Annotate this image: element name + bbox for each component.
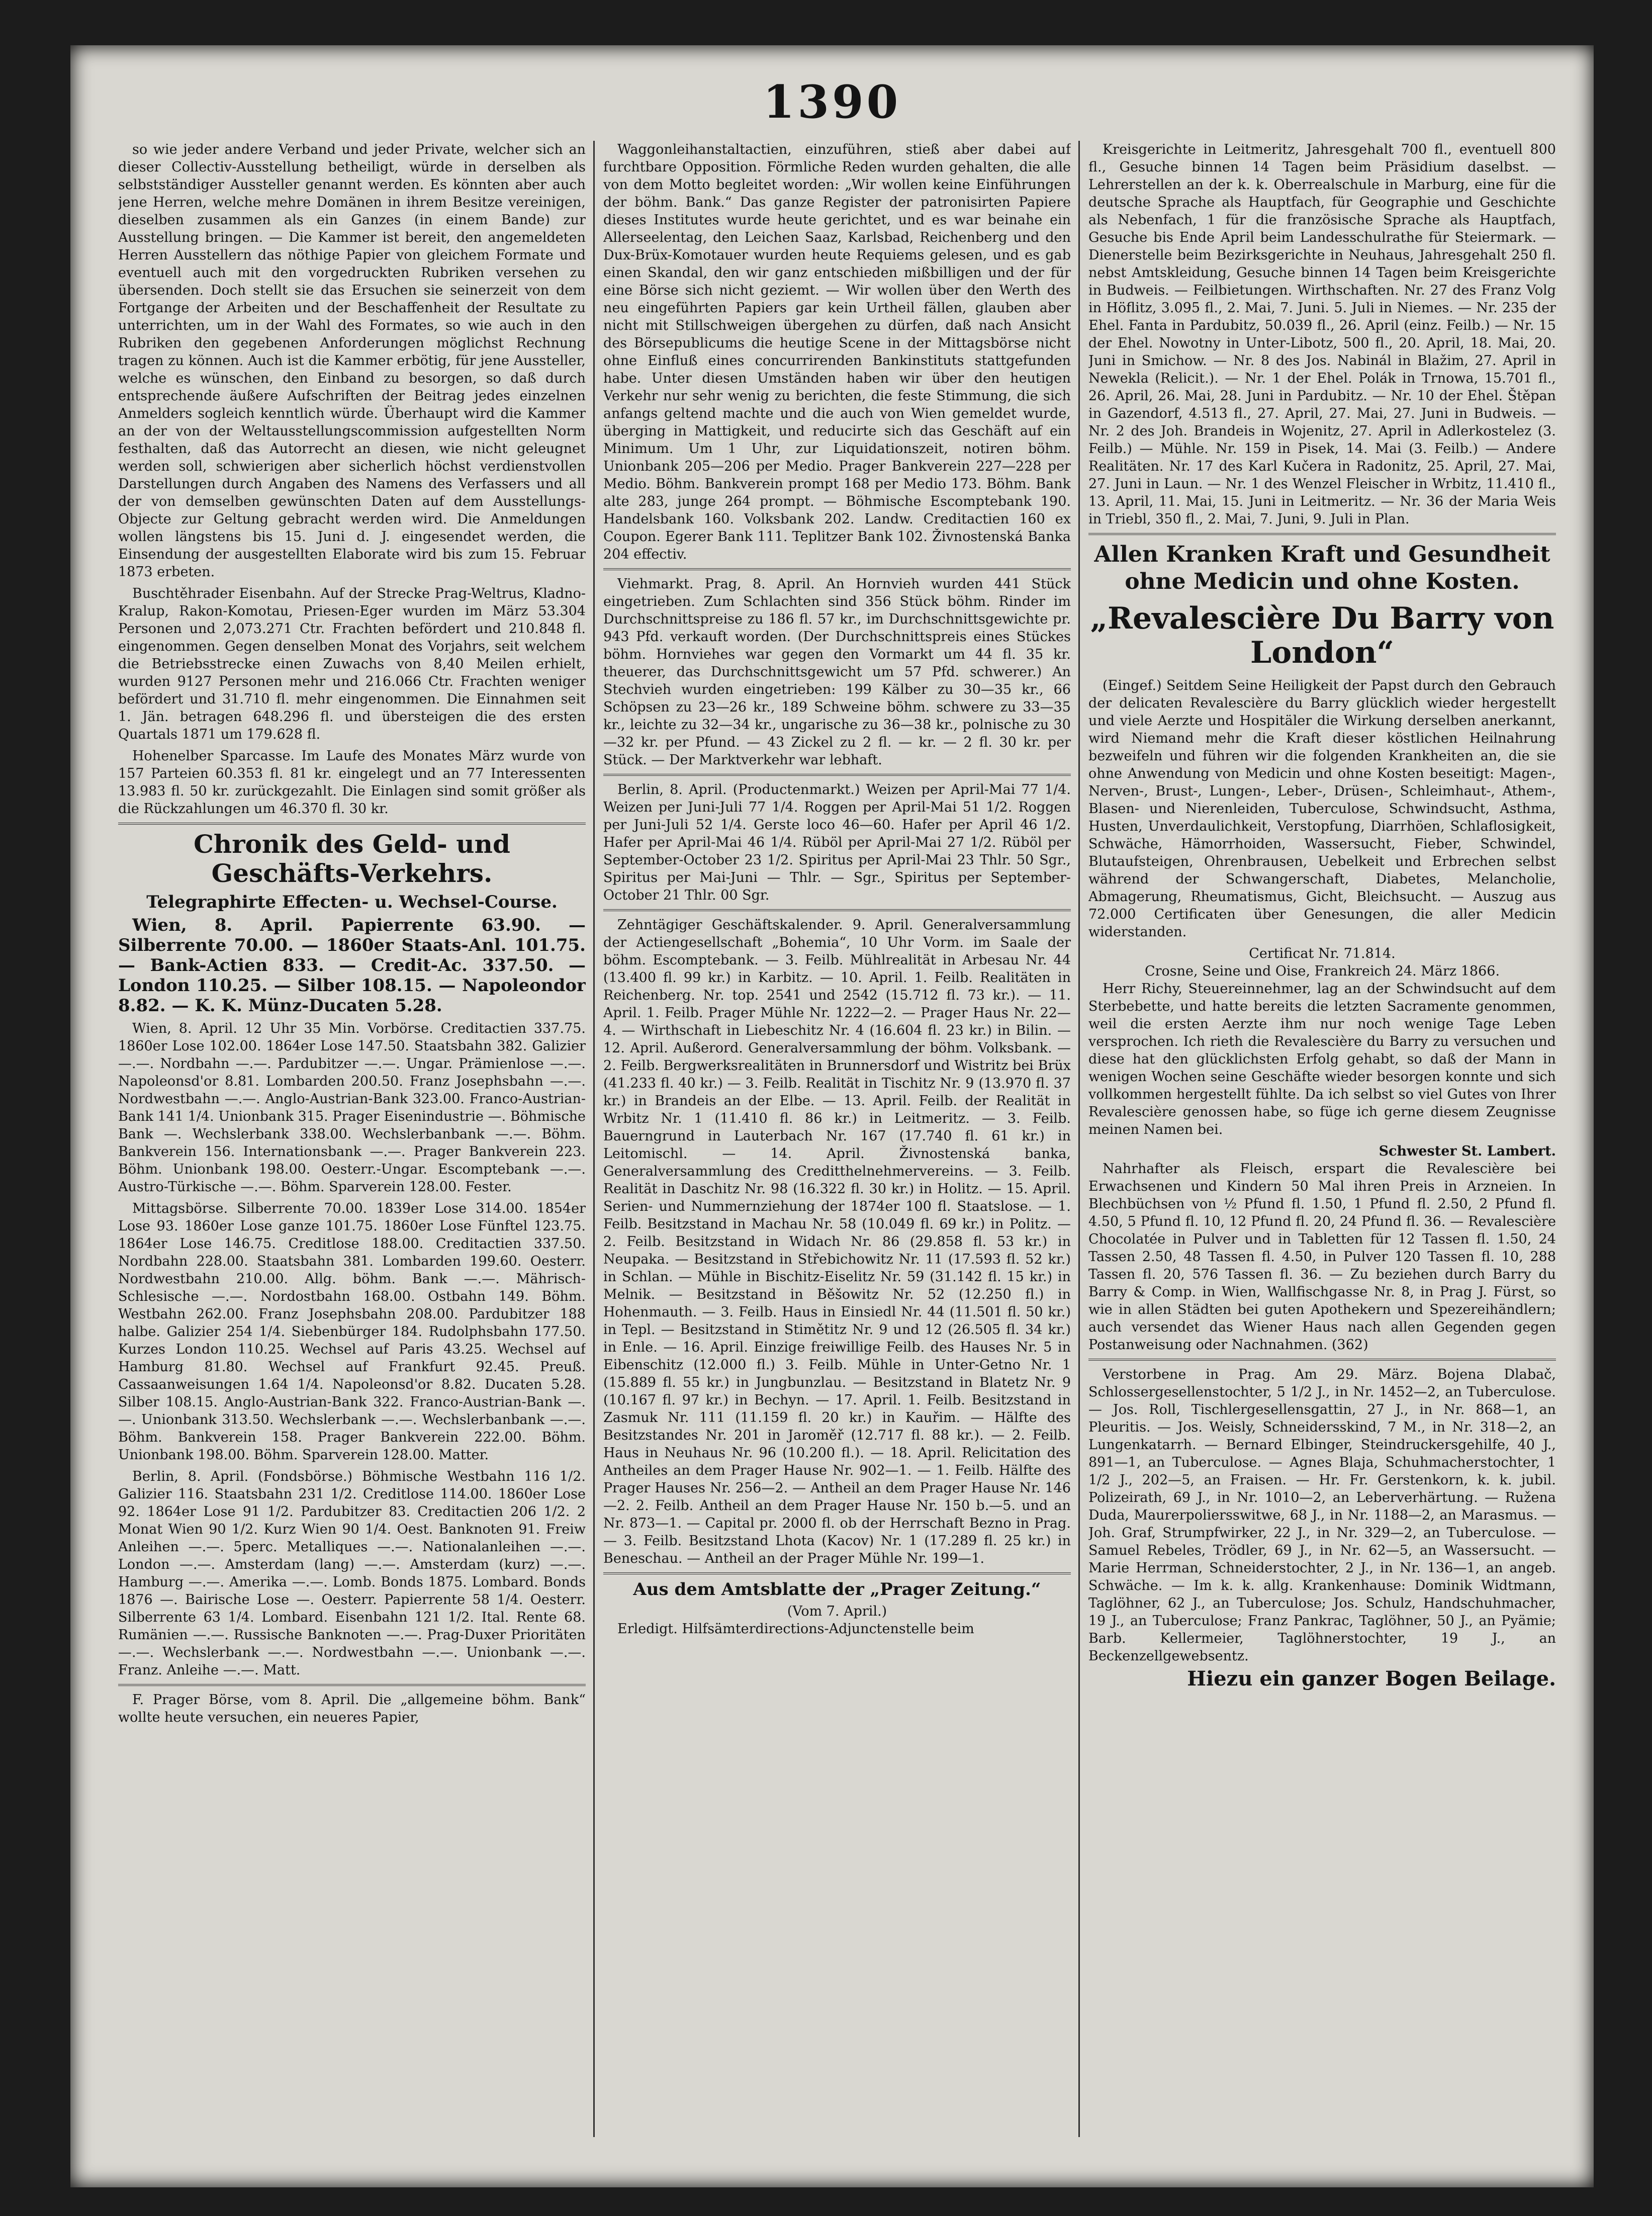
article-paragraph: Verstorbene in Prag. Am 29. März. Bojena Dlabač, Schlossergesellenstochter, 5 1/2 J., in Nr. 1452—2, an Tuberculose. — Jos. Roll, Tischlergesellensgattin, 27 J., in Nr. 868—1, an Pleuritis. — Jos. Weisly, Schneidersskind, 7 M., in Nr. 318—2, an Lungenkatarrh. — Bernard Elbinger, Steindruckersgehilfe, 40 J., 891—1, an Tuberculose. — Agnes Blaja, Schuhmacherstochter, 1 1/2 J., 202—5, an Fraisen. — Hr. Fr. Gerstenkorn, k. k. jubil. Polizeirath, 69 J., in Nr. 1010—2, an Leberverhärtung. — Ružena Duda, Maurerpoliersswitwe, 68 J., in Nr. 1188—2, an Marasmus. — Joh. Graf, Strumpfwirker, 22 J., in Nr. 329—2, an Tuberculose. — Samuel Rebeles, Trödler, 69 J., in Nr. 62—5, an Wassersucht. — Marie Herrman, Schneiderstochter, 2 J., in Nr. 136—1, an angeb. Schwäche. — Im k. k. allg. Krankenhause: Dominik Widtmann, Taglöhner, 62 J., an Tuberculose; Jos. Schulz, Handschuhmacher, 19 J., an Tuberculose; Franz Pankrac, Taglöhner, 50 J., an Pyämie; Barb. Kellermeier, Taglöhnerstochter, 19 J., an Beckenzellgewebsentz. xyxy=(1088,1367,1556,1664)
article-paragraph: Berlin, 8. April. (Fondsbörse.) Böhmische Westbahn 116 1/2. Galizier 116. Staatsbahn 231 1/2. Creditlose 114.00. 1860er Lose 92. 1864er Lose 91 1/2. Pardubitzer 83. Creditactien 206 1/2. 2 Monat Wien 90 1/2. Kurz Wien 90 1/4. Oest. Banknoten 91. Freiw Anleihen —.—. 5perc. Metalliques —.—. Nationalanleihen —.—. London —.—. Amsterdam (lang) —.—. Amsterdam (kurz) —.—. Hamburg —.—. Amerika —.—. Lomb. Bonds 1875. Lombard. Bonds 1876 —. Bairische Lose —. Oesterr. Papierrente 58 1/4. Oesterr. Silberrente 63 1/4. Lombard. Eisenbahn 121 1/2. Ital. Rente 68. Rumänien —.—. Russische Banknoten —.—. Prag-Duxer Prioritäten —.—. Wechslerbank —.—. Nordwestbahn —.—. Unionbank —.—. Franz. Anleihe —.—. Matt. xyxy=(118,1469,586,1678)
page-number: 1390 xyxy=(763,75,901,129)
article-paragraph: Waggonleihanstaltactien, einzuführen, stieß aber dabei auf furchtbare Opposition. Förmliche Reden wurden gehalten, die alle von dem Motto begleitet worden: „Wir wollen keine Einführungen der böhm. Bank.“ Das ganze Register der patronisirten Papiere dieses Institutes wurde heute gerichtet, und es war beinahe ein Allerseelentag, den Leichen Saaz, Karlsbad, Reichenberg und den Dux-Brüx-Komotauer wurden heute Requiems gelesen, und es gab einen Skandal, den wir ganz entschieden mißbilligen und der für eine Börse sich nicht geziemt. — Wir wollen über den Werth des neu eingeführten Papiers gar kein Urtheil fällen, glauben aber nicht mit Stillschweigen übergehen zu dürfen, daß nach Ansicht des Börsepublicums die heutige Scene in der Mittagsbörse nicht ohne Einfluß eines concurrirenden Bankinstituts stattgefunden habe. Unter diesen Umständen haben wir über den heutigen Verkehr nur sehr wenig zu berichten, die feste Stimmung, die sich anfangs geltend machte und die auch von Wien gemeldet wurde, überging in Mattigkeit, und reducirte sich das Geschäft auf ein Minimum. Um 1 Uhr, zur Liquidationszeit, notiren böhm. Unionbank 205—206 per Medio. Prager Bankverein 227—228 per Medio. Böhm. Bankverein prompt 168 per Medio 173. Böhm. Bank alte 283, junge 264 prompt. — Böhmische Escomptebank 190. Handelsbank 160. Volksbank 202. Landw. Creditactien 160 ex Coupon. Egerer Bank 111. Teplitzer Bank 102. Živnostenská Banka 204 effectiv. xyxy=(603,142,1071,562)
section-divider xyxy=(118,823,586,825)
section-heading: Aus dem Amtsblatte der „Prager Zeitung.“ xyxy=(633,1579,1041,1600)
advertisement-text: (Eingef.) Seitdem Seine Heiligkeit der Papst durch den Gebrauch der delicaten Revalescière du Barry glücklich wieder hergestellt und viele Aerzte und Hospitäler die Wirkung derselben anerkannt, wird Niemand mehr die Kraft dieser köstlichen Heilnahrung bezweifeln und führen wir die folgenden Krankheiten an, die sie ohne Anwendung von Medicin und ohne Kosten beseitigt: Magen-, Nerven-, Brust-, Lungen-, Leber-, Drüsen-, Schleimhaut-, Athem-, Blasen- und Nierenleiden, Tuberculose, Schwindsucht, Asthma, Husten, Unverdaulichkeit, Verstopfung, Diarrhöen, Schlaflosigkeit, Schwäche, Hämorrhoiden, Wassersucht, Fieber, Schwindel, Blutaufsteigen, Ohrenbrausen, Uebelkeit und Erbrechen selbst während der Schwangerschaft, Diabetes, Melancholie, Abmagerung, Rheumatismus, Gicht, Bleichsucht. — Auszug aus 72.000 Certificaten über Genesungen, die aller Medicin widerstanden. xyxy=(1088,678,1556,940)
section-subheading: (Vom 7. April.) xyxy=(787,1604,887,1619)
section-divider xyxy=(1088,533,1556,535)
section-divider xyxy=(1088,1359,1556,1361)
article-paragraph: Erledigt. Hilfsämterdirections-Adjunctenstelle beim xyxy=(617,1621,974,1637)
column-3 xyxy=(1088,141,1556,2142)
article-paragraph: Buschtěhrader Eisenbahn. Auf der Strecke Prag-Weltrus, Kladno-Kralup, Rakon-Komotau, Priesen-Eger wurden im März 53.304 Personen und 2,073.271 Ctr. Frachten befördert und 210.848 fl. eingenommen. Gegen denselben Monat des Vorjahrs, seit welchem die Betriebsstrecke einen Zuwachs von 8,40 Meilen erhielt, wurden 9127 Personen mehr und 216.066 Ctr. Frachten weniger befördert und 31.710 fl. mehr eingenommen. Die Einnahmen seit 1. Jän. betragen 648.296 fl. und übersteigen die des ersten Quartals 1871 um 179.628 fl. xyxy=(118,586,586,742)
newspaper-page xyxy=(70,45,1594,2187)
column-1 xyxy=(118,141,586,2142)
article-paragraph: Zehntägiger Geschäftskalender. 9. April. Generalversammlung der Actiengesellschaft „Bohemia“, 10 Uhr Vorm. im Saale der böhm. Escomptebank. — 3. Feilb. Mühlrealität in Arbesau Nr. 44 (13.400 fl. 99 kr.) in Karbitz. — 10. April. 1. Feilb. Realitäten in Reichenberg. Nr. top. 2541 und 2542 (15.712 fl. 73 kr.). — 11. April. 1. Feilb. Prager Mühle Nr. 1222—2. — Prager Haus Nr. 22—4. — Wirthschaft in Liebeschitz Nr. 4 (16.604 fl. 23 kr.) in Bilin. — 12. April. Außerord. Generalversammlung der böhm. Volksbank. — 2. Feilb. Bergwerksrealitäten in Brunnersdorf und Wistritz bei Brüx (41.233 fl. 40 kr.) — 3. Feilb. Realität in Tischitz Nr. 9 (13.970 fl. 37 kr.) in Brandeis an der Elbe. — 13. April. Feilb. der Realität in Wrbitz Nr. 1 (11.410 fl. 86 kr.) in Leitmeritz. — 3. Feilb. Bauerngrund in Lauterbach Nr. 167 (17.740 fl. 61 kr.) in Leitomischl. — 14. April. Živnostenská banka, Generalversammlung des Creditthelnehmervereins. — 3. Feilb. Realität in Daschitz Nr. 98 (16.322 fl. 30 kr.) in Holitz. — 15. April. Serien- und Nummernziehung der 1874er 100 fl. Staatslose. — 1. Feilb. Besitzstand in Machau Nr. 58 (10.049 fl. 69 kr.) in Politz. — 2. Feilb. Besitzstand in Widach Nr. 86 (29.858 fl. 53 kr.) in Neupaka. — Besitzstand in Střebichowitz Nr. 11 (17.593 fl. 52 kr.) in Schlan. — Mühle in Bischitz-Eiselitz Nr. 59 (31.142 fl. 15 kr.) in Melnik. — Besitzstand in Běšowitz Nr. 52 (12.250 fl.) in Hohenmauth. — 3. Feilb. Haus in Einsiedl Nr. 44 (11.501 fl. 50 kr.) in Tepl. — Besitzstand in Stimětitz Nr. 9 und 12 (26.505 fl. 34 kr.) in Enle. — 16. April. Einzige freiwillige Feilb. des Hauses Nr. 5 in Eibenschitz (12.000 fl.) 3. Feilb. Mühle in Unter-Getno Nr. 1 (15.889 fl. 55 kr.) in Jungbunzlau. — Besitzstand in Blatetz Nr. 9 (10.167 fl. 97 kr.) in Bechyn. — 17. April. 1. Feilb. Besitzstand in Zasmuk Nr. 111 (11.159 fl. 20 kr.) in Kauřim. — Hälfte des Besitzstandes Nr. 201 in Jaroměř (12.717 fl. 88 kr.). — 2. Feilb. Haus in Neuhaus Nr. 96 (10.200 fl.). — 18. April. Relicitation des Antheiles an dem Prager Hause Nr. 902—1. — 1. Feilb. Hälfte des Prager Hauses Nr. 256—2. — Antheil an dem Prager Hause Nr. 146—2. 2. Feilb. Antheil an dem Prager Hause Nr. 150 b.—5. und an Nr. 873—1. — Capital pr. 2000 fl. ob der Herrschaft Bezno in Prag. — 3. Feilb. Besitzstand Lhota (Kacov) Nr. 1 (17.289 fl. 25 kr.) in Beneschau. — Antheil an der Prager Mühle Nr. 199—1. xyxy=(603,917,1071,1566)
article-paragraph: Viehmarkt. Prag, 8. April. An Hornvieh wurden 441 Stück eingetrieben. Zum Schlachten sind 356 Stück böhm. Rinder im Durchschnittspreise zu 186 fl. 57 kr., im Durchschnittsgewichte pr. 943 Pfd. verkauft worden. (Der Durchschnittspreis eines Stückes böhm. Hornviehes war gegen den Vormarkt um 44 fl. 35 kr. theuerer, das Durchschnittsgewicht um 57 Pfd. schwerer.) An Stechvieh wurden eingetrieben: 199 Kälber zu 30—35 kr., 66 Schöpsen zu 23—26 kr., 189 Schweine böhm. schwere zu 33—35 kr., leichte zu 32—34 kr., ungarische zu 36—38 kr., polnische zu 30—32 kr. per Pfund. — 43 Zickel zu 2 fl. — kr. — 2 fl. 30 kr. per Stück. — Der Marktverkehr war lebhaft. xyxy=(603,576,1071,768)
certificate-number: Certificat Nr. 71.814. xyxy=(1249,946,1396,961)
advertisement-text: Nahrhafter als Fleisch, erspart die Revalescière bei Erwachsenen und Kindern 50 Mal ihren Preis in Arzneien. In Blechbüchsen von ½ Pfund fl. 1.50, 1 Pfund fl. 2.50, 2 Pfund fl. 4.50, 5 Pfund fl. 10, 12 Pfund fl. 20, 24 Pfund fl. 36. — Revalescière Chocolatée in Pulver und in Tabletten für 12 Tassen fl. 1.50, 24 Tassen 2.50, 48 Tassen fl. 4.50, in Pulver 120 Tassen fl. 10, 288 Tassen fl. 20, 576 Tassen fl. 36. — Zu beziehen durch Barry du Barry & Comp. in Wien, Wallfischgasse Nr. 8, in Prag J. Fürst, so wie in allen Städten bei guten Apothekern und Spezereihändlern; auch versendet das Wiener Haus nach allen Gegenden gegen Postanweisung oder Nachnahmen. (362) xyxy=(1088,1161,1556,1353)
article-paragraph: Mittagsbörse. Silberrente 70.00. 1839er Lose 314.00. 1854er Lose 93. 1860er Lose ganze 101.75. 1860er Lose Fünftel 123.75. 1864er Lose 146.75. Creditlose 188.00. Creditactien 337.50. Nordbahn 228.00. Staatsbahn 381. Lombarden 199.60. Oesterr. Nordwestbahn 210.00. Allg. böhm. Bank —.—. Mährisch-Schlesische —.—. Nordostbahn 168.00. Ostbahn 149. Böhm. Westbahn 262.00. Franz Josephsbahn 208.00. Pardubitzer 188 halbe. Galizier 254 1/4. Siebenbürger 184. Rudolphsbahn 177.50. Kurzes London 110.25. Wechsel auf Paris 43.25. Wechsel auf Hamburg 81.80. Wechsel auf Frankfurt 92.45. Preuß. Cassaanweisungen 1.64 1/4. Napoleonsd'or 8.82. Ducaten 5.28. Silber 108.15. Anglo-Austrian-Bank 322. Franco-Austrian-Bank —.—. Unionbank 313.50. Wechslerbank —.—. Wechslerbanbank —.—. Böhm. Bankverein 158. Prager Bankverein 222.00. Böhm. Unionbank 198.00. Böhm. Sparverein 128.00. Matter. xyxy=(118,1201,586,1463)
article-paragraph: Kreisgerichte in Leitmeritz, Jahresgehalt 700 fl., eventuell 800 fl., Gesuche binnen 14 Tagen beim Präsidium daselbst. — Lehrerstellen an der k. k. Oberrealschule in Marburg, eine für die deutsche Sprache als Hauptfach, für Geographie und Geschichte als Nebenfach, 1 für die französische Sprache als Hauptfach, Gesuche bis Ende April beim Landesschulrathe für Steiermark. — Dienerstelle beim Bezirksgerichte in Neuhaus, Jahresgehalt 250 fl. nebst Amtskleidung, Gesuche binnen 14 Tagen beim Kreisgerichte in Budweis. — Feilbietungen. Wirthschaften. Nr. 27 des Franz Volg in Höflitz, 3.095 fl., 2. Mai, 7. Juni. 5. Juli in Niemes. — Nr. 235 der Ehel. Fanta in Pardubitz, 50.039 fl., 26. April (einz. Feilb.) — Nr. 15 der Ehel. Nowotny in Unter-Libotz, 500 fl., 20. April, 18. Mai, 20. Juni in Smichow. — Nr. 8 des Jos. Nabinál in Blažim, 27. April in Newekla (Relicit.). — Nr. 1 der Ehel. Polák in Trnowa, 15.701 fl., 26. April, 26. Mai, 28. Juni in Pardubitz. — Nr. 10 der Ehel. Štěpan in Gazendorf, 4.513 fl., 27. April, 27. Mai, 27. Juni in Budweis. — Nr. 2 des Joh. Brandeis in Wojenitz, 27. April in Adlerkostelez (3. Feilb.) — Mühle. Nr. 159 in Pisek, 14. Mai (3. Feilb.) — Andere Realitäten. Nr. 17 des Karl Kučera in Radonitz, 25. April, 27. Mai, 27. Juni in Laun. — Nr. 1 des Wenzel Fleischer in Wrbitz, 11.410 fl., 13. April, 11. Mai, 15. Juni in Leitmeritz. — Nr. 36 der Maria Weis in Triebl, 350 fl., 2. Mai, 7. Juni, 9. Juli in Plan. xyxy=(1088,142,1556,527)
section-divider xyxy=(603,1572,1071,1574)
exchange-rates: Wien, 8. April. Papierrente 63.90. — Silberrente 70.00. — 1860er Staats-Anl. 101.75. — Bank-Actien 833. — Credit-Ac. 337.50. — London 110.25. — Silber 108.15. — Napoleondor 8.82. — K. K. Münz-Ducaten 5.28. xyxy=(118,915,586,1016)
article-paragraph: Wien, 8. April. 12 Uhr 35 Min. Vorbörse. Creditactien 337.75. 1860er Lose 102.00. 1864er Lose 147.50. Staatsbahn 382. Galizier —.—. Nordbahn —.—. Pardubitzer —.—. Ungar. Prämienlose —.—. Napoleonsd'or 8.81. Lombarden 200.50. Franz Josephsbahn —.—. Nordwestbahn —.—. Anglo-Austrian-Bank 323.00. Franco-Austrian-Bank 141 1/4. Unionbank 315. Prager Eisenindustrie —. Böhmische Bank —. Wechslerbank 338.00. Wechslerbanbank —.—. Böhm. Bankverein 156. Internationsbank —.—. Prager Bankverein 223. Böhm. Unionbank 198.00. Oesterr.-Ungar. Escomptebank —.—. Austro-Türkische —.—. Böhm. Sparverein 128.00. Fester. xyxy=(118,1021,586,1195)
column-rule xyxy=(593,141,595,2137)
article-paragraph: Berlin, 8. April. (Productenmarkt.) Weizen per April-Mai 77 1/4. Weizen per Juni-Juli 77 1/4. Roggen per April-Mai 51 1/2. Roggen per Juni-Juli 52 1/4. Gerste loco 46—60. Hafer per April 46 1/2. Hafer per April-Mai 46 1/4. Rüböl per April-Mai 27 1/2. Rüböl per September-October 23 1/2. Spiritus per April-Mai 23 Thlr. 50 Sgr., Spiritus per Mai-Juni — Thlr. — Sgr., Spiritus per September-October 21 Thlr. 00 Sgr. xyxy=(603,782,1071,903)
column-2 xyxy=(603,141,1071,2142)
signature: Schwester St. Lambert. xyxy=(1379,1143,1556,1159)
section-divider xyxy=(603,774,1071,776)
article-paragraph: F. Prager Börse, vom 8. April. Die „allgemeine böhm. Bank“ wollte heute versuchen, ein neueres Papier, xyxy=(118,1692,586,1725)
advertisement-title: „Revalescière Du Barry von London“ xyxy=(1090,601,1554,670)
section-divider xyxy=(118,1684,586,1686)
article-paragraph: so wie jeder andere Verband und jeder Private, welcher sich an dieser Collectiv-Ausstellung betheiligt, würde in derselben als selbstständiger Aussteller genannt werden. Es könnten aber auch jene Herren, welche mehre Domänen in ihrem Besitze vereinigen, dieselben zusammen als ein Ganzes (in einem Bande) zur Ausstellung bringen. — Die Kammer ist bereit, den angemeldeten Herren Ausstellern das nöthige Papier von gleichem Formate und eventuell auch mit den vorgedruckten Rubriken versehen zu übersenden. Doch stellt sie das Ersuchen sie seinerzeit von dem Fortgange der Arbeiten und der Beschaffenheit der Resultate zu unterrichten, um in der Wahl des Formates, so wie auch in den Rubriken den gegebenen Anforderungen möglichst Rechnung tragen zu können. Auch ist die Kammer erbötig, für jene Aussteller, welche es wünschen, den Einband zu besorgen, so daß durch entsprechende äußere Aufschriften der Beitrag jedes einzelnen Anmelders sogleich kenntlich würde. Überhaupt wird die Kammer an der von der Weltausstellungscommission aufgestellten Norm festhalten, daß das Autorrecht an diesen, wie nicht geleugnet werden soll, schwierigen aber sicherlich höchst verdienstvollen Darstellungen durch Angaben des Namens des Verfassers und all der von demselben gewünschten Daten auf dem Ausstellungs-Objecte zur Geltung gebracht werden wird. Die Anmeldungen wollen längstens bis 15. Juni d. J. eingesendet werden, die Einsendung der ausgestellten Elaborate wird bis zum 15. Februar 1873 erbeten. xyxy=(118,142,586,580)
footer-note: Hiezu ein ganzer Bogen Beilage. xyxy=(1187,1667,1556,1691)
column-rule xyxy=(1078,141,1080,2137)
advertisement-headline: Allen Kranken Kraft und Gesundheit ohne Medicin und ohne Kosten. xyxy=(1094,542,1550,594)
section-divider xyxy=(603,909,1071,911)
article-paragraph: Hohenelber Sparcasse. Im Laufe des Monates März wurde von 157 Parteien 60.353 fl. 81 kr. eingelegt und an 77 Interessenten 13.983 fl. 50 kr. zurückgezahlt. Die Einlagen sind somit größer als die Rückzahlungen um 46.370 fl. 30 kr. xyxy=(118,748,586,817)
subsection-heading: Telegraphirte Effecten- u. Wechsel-Course. xyxy=(146,892,558,912)
section-divider xyxy=(603,568,1071,570)
advertisement-text: Herr Richy, Steuereinnehmer, lag an der Schwindsucht auf dem Sterbebette, und hatte bereits die letzten Sacramente genommen, weil die ersten Aerzte ihm nur noch wenige Tage Leben versprochen. Ich rieth die Revalescière du Barry zu versuchen und diese hat den glücklichsten Erfolg gehabt, so daß der Mann in wenigen Wochen seine Geschäfte wieder besorgen konnte und sich vollkommen hergestellt fühlte. Da ich selbst so viel Gutes von Ihrer Revalescière genossen habe, so füge ich gerne diesem Zeugnisse meinen Namen bei. xyxy=(1088,981,1556,1137)
certificate-place: Crosne, Seine und Oise, Frankreich 24. März 1866. xyxy=(1144,963,1500,979)
section-heading: Chronik des Geld- und Geschäfts-Verkehrs. xyxy=(194,829,510,888)
